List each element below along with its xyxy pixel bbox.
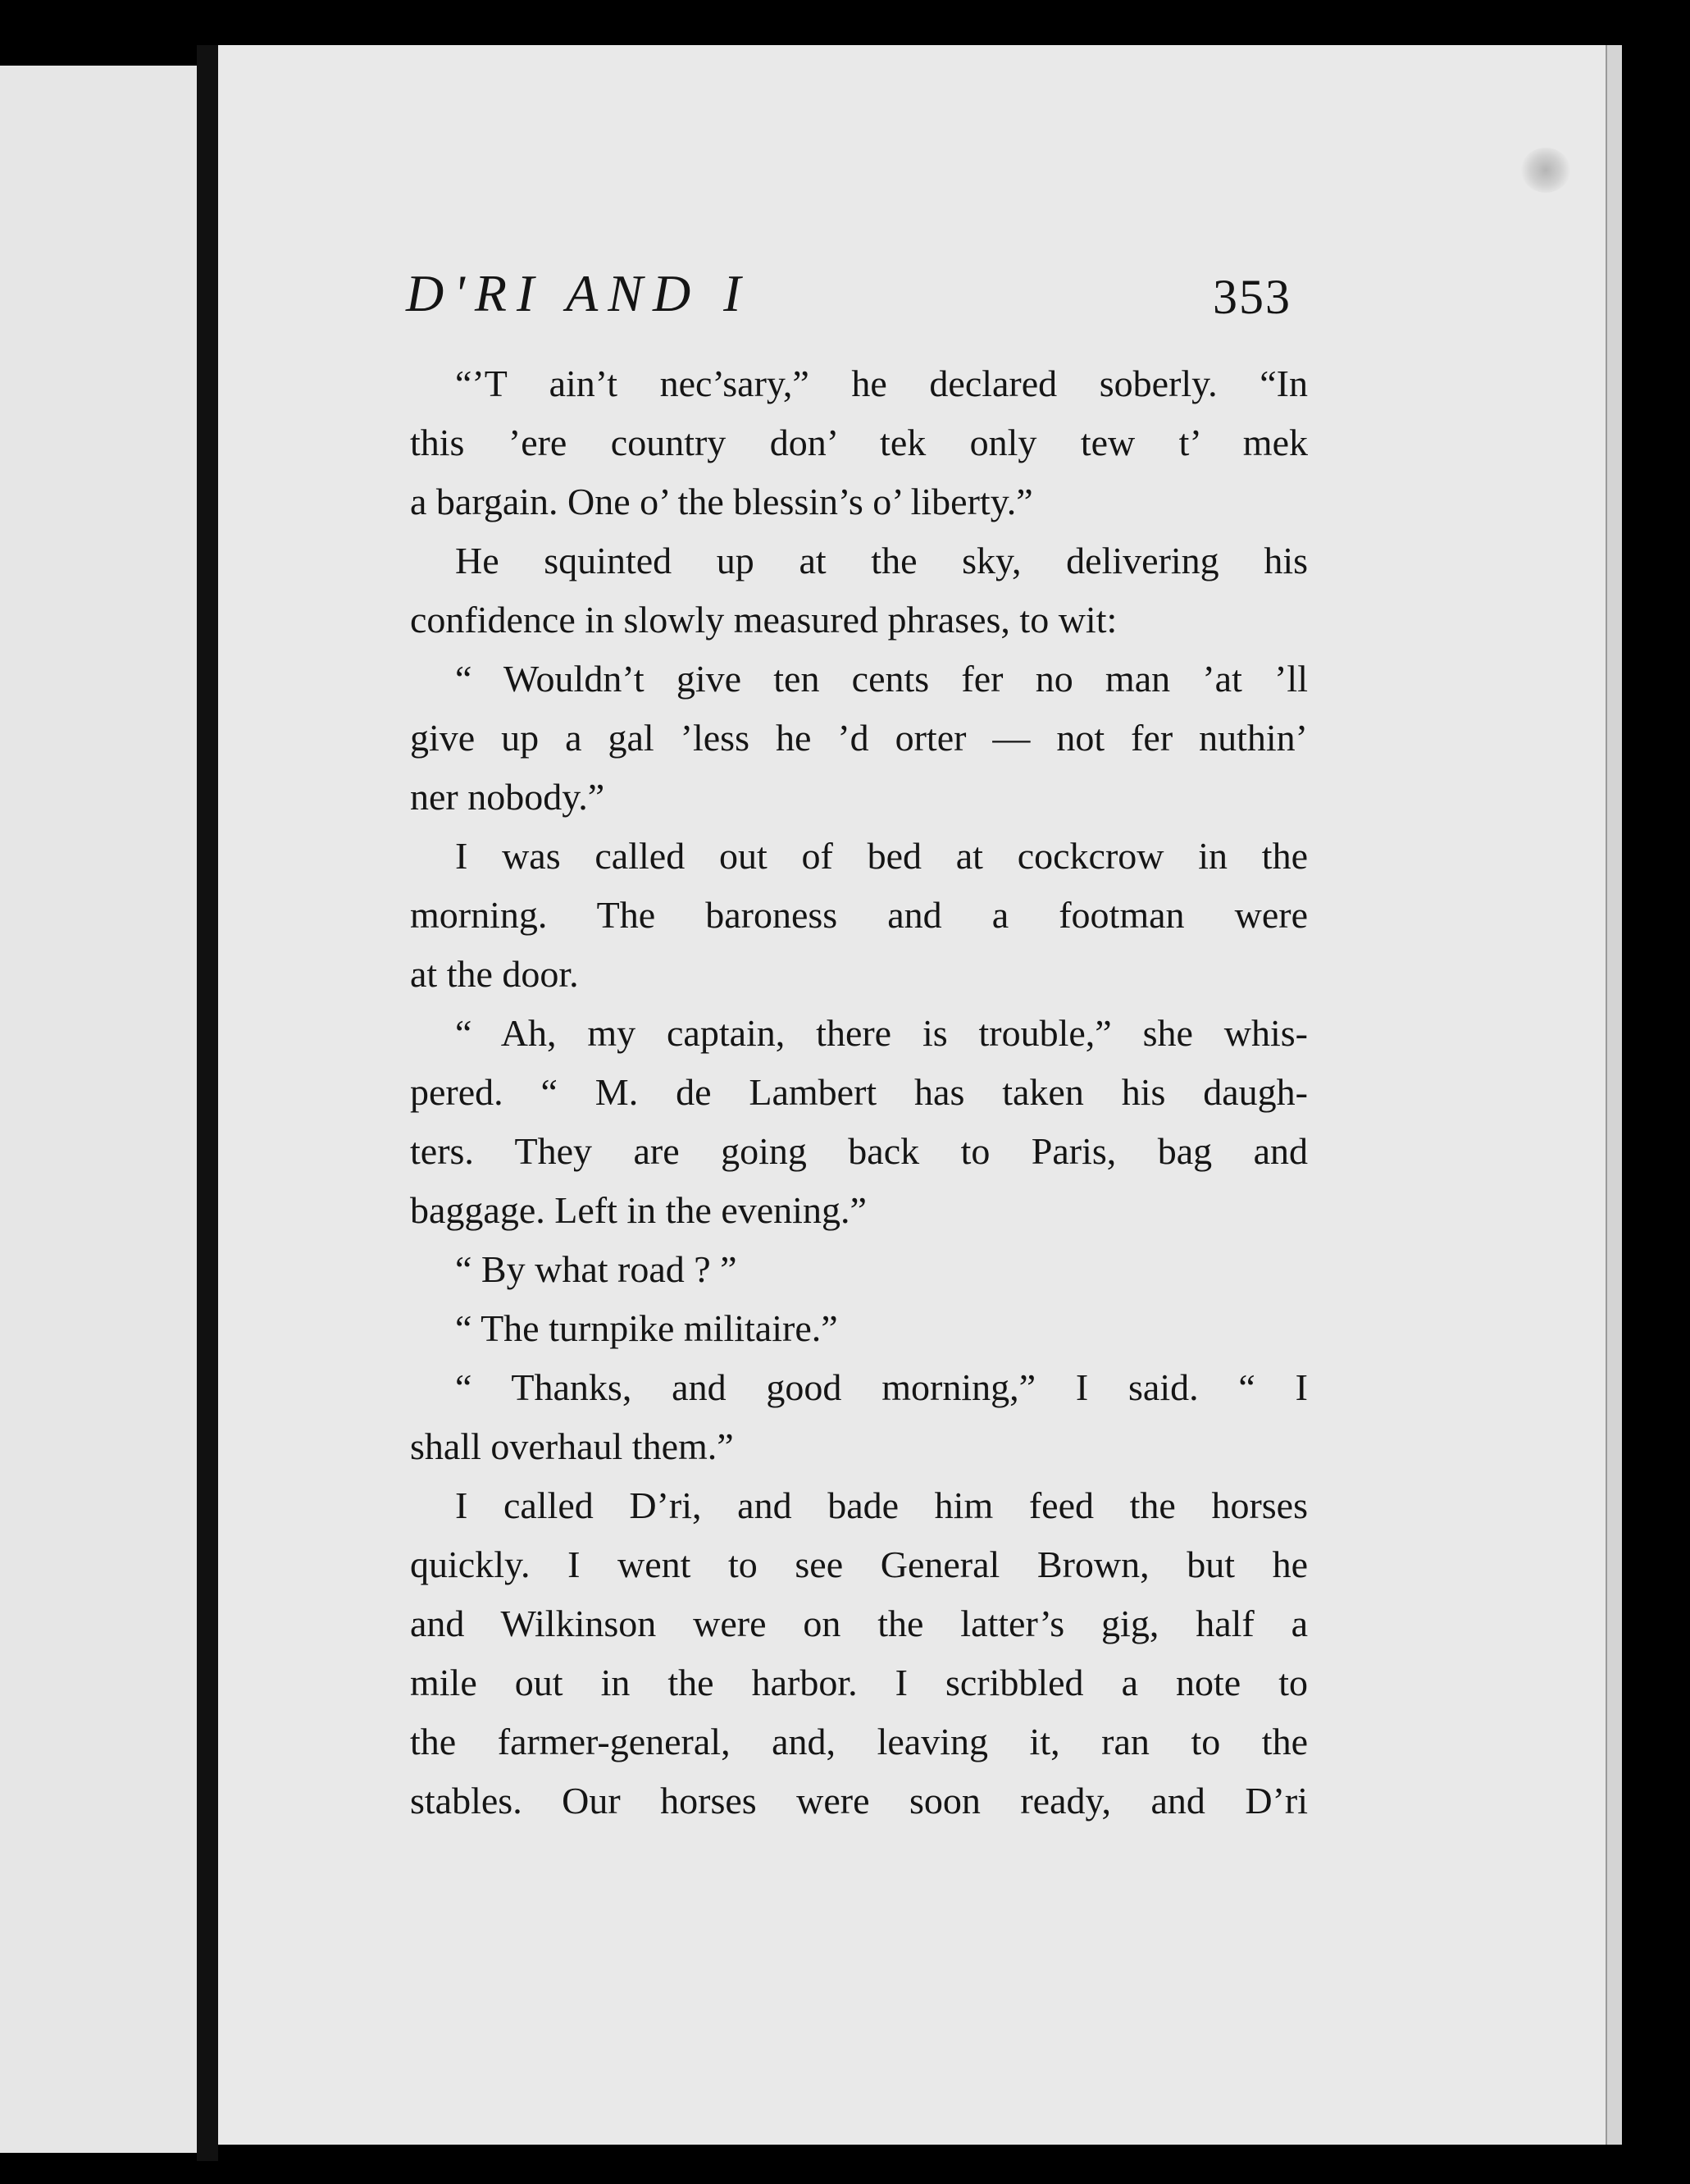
running-title: D'RI AND I: [406, 264, 751, 322]
text-line: baggage. Left in the evening.”: [410, 1189, 867, 1231]
text-line: ner nobody.”: [410, 776, 605, 818]
text-line: confidence in slowly measured phrases, to wit:: [410, 599, 1118, 641]
running-head: [406, 261, 1291, 326]
binding-gutter: [197, 45, 218, 2161]
text-line: stables. Our horses were soon ready, and D’ri: [410, 1780, 1308, 1822]
text-line: at the door.: [410, 953, 579, 995]
text-line: a bargain. One o’ the blessin’s o’ liberty.”: [410, 481, 1033, 522]
text-line: “ Ah, my captain, there is trouble,” she whis-: [455, 1012, 1308, 1054]
text-line: ters. They are going back to Paris, bag and: [410, 1130, 1308, 1172]
paper-smudge: [1521, 148, 1570, 193]
page-number: 353: [1213, 270, 1291, 324]
body-text: [410, 354, 1308, 1831]
text-line: shall overhaul them.”: [410, 1425, 734, 1467]
text-line: “ Thanks, and good morning,” I said. “ I: [455, 1366, 1308, 1408]
facing-page-edge: [0, 66, 197, 2153]
text-line: “ By what road ? ”: [455, 1248, 737, 1290]
text-line: this ’ere country don’ tek only tew t’ mek: [410, 422, 1308, 463]
text-line: quickly. I went to see General Brown, but he: [410, 1543, 1308, 1585]
text-line: “ The turnpike militaire.”: [455, 1307, 838, 1349]
text-line: I called D’ri, and bade him feed the horses: [455, 1484, 1308, 1526]
page-right-edge: [1606, 45, 1622, 2145]
text-line: and Wilkinson were on the latter’s gig, half a: [410, 1603, 1308, 1644]
text-line: mile out in the harbor. I scribbled a note to: [410, 1662, 1308, 1703]
text-line: “’T ain’t nec’sary,” he declared soberly. “In: [455, 362, 1308, 404]
text-line: the farmer-general, and, leaving it, ran to the: [410, 1721, 1308, 1762]
text-line: morning. The baroness and a footman were: [410, 894, 1308, 936]
text-line: give up a gal ’less he ’d orter — not fer nuthin’: [410, 717, 1308, 759]
text-line: I was called out of bed at cockcrow in the: [455, 835, 1308, 877]
text-line: pered. “ M. de Lambert has taken his daugh-: [410, 1071, 1308, 1113]
text-line: “ Wouldn’t give ten cents fer no man ’at ’ll: [455, 658, 1308, 700]
text-line: He squinted up at the sky, delivering his: [455, 540, 1308, 581]
